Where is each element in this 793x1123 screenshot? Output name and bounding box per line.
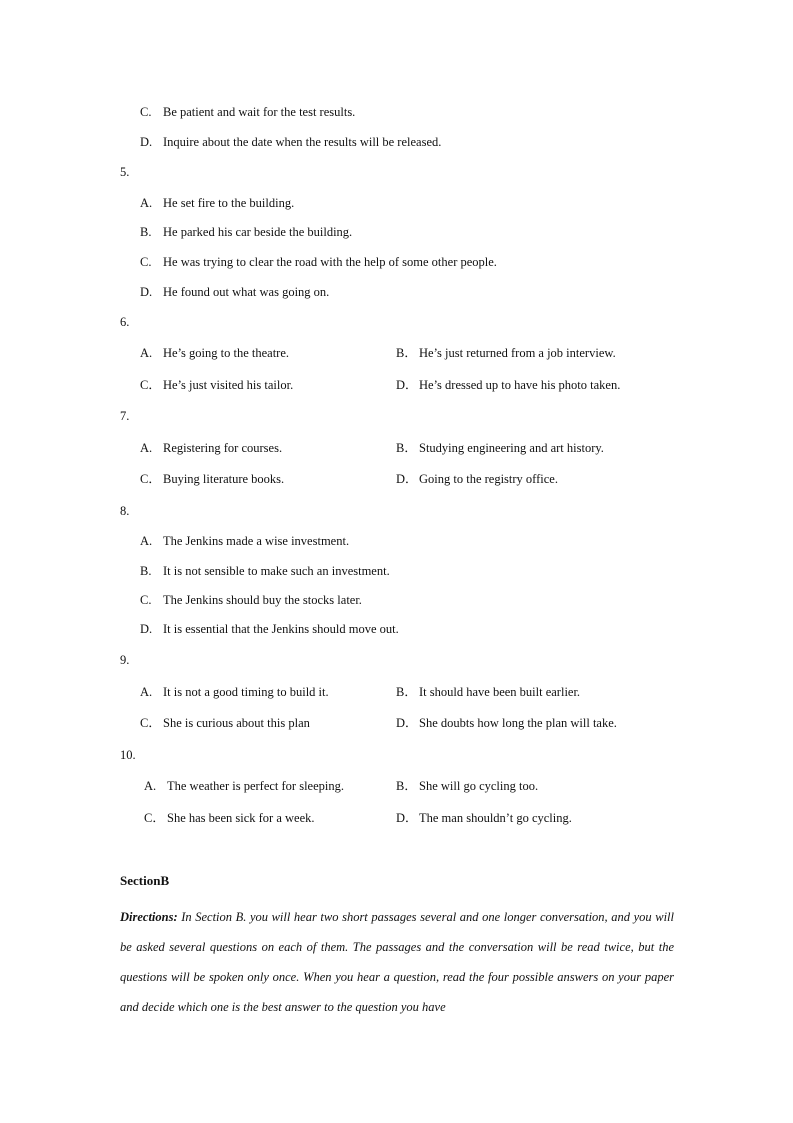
option-text: He’s just returned from a job interview.	[419, 346, 616, 360]
option-letter: A.	[140, 441, 153, 455]
option-text: Studying engineering and art history.	[419, 441, 604, 455]
option-text: She doubts how long the plan will take.	[419, 716, 617, 730]
q5-option-d	[140, 286, 329, 299]
option-letter: A.	[140, 196, 153, 210]
option-letter: A.	[140, 534, 153, 548]
q10-option-d	[396, 812, 572, 825]
option-letter: B.	[140, 225, 152, 239]
q7-option-d	[396, 473, 558, 486]
q10-option-a	[144, 780, 344, 793]
option-text: It is essential that the Jenkins should move out.	[163, 622, 399, 636]
q6-option-c	[140, 379, 293, 392]
q10-option-c	[144, 812, 315, 825]
option-letter: B．	[396, 685, 417, 699]
q8-option-b	[140, 565, 390, 578]
option-letter: D.	[140, 135, 153, 149]
option-text: Inquire about the date when the results will be released.	[163, 135, 442, 149]
option-letter: C．	[144, 811, 165, 825]
option-letter: B．	[396, 779, 417, 793]
option-letter: A.	[140, 346, 153, 360]
option-text: She is curious about this plan	[163, 716, 310, 730]
option-letter: C．	[140, 378, 161, 392]
q9-option-b	[396, 686, 580, 699]
q8-option-c	[140, 594, 362, 607]
option-text: The Jenkins should buy the stocks later.	[163, 593, 362, 607]
option-text: He’s going to the theatre.	[163, 346, 290, 360]
q7-option-a	[140, 442, 282, 455]
option-c	[140, 106, 355, 119]
option-letter: C.	[140, 255, 152, 269]
question-number-6: 6.	[120, 315, 130, 329]
section-b-directions	[120, 902, 674, 1022]
option-text: Buying literature books.	[163, 472, 285, 486]
question-number-8: 8.	[120, 504, 130, 518]
q5-option-c	[140, 256, 497, 269]
option-letter: D．	[396, 378, 418, 392]
option-text: He’s just visited his tailor.	[163, 378, 294, 392]
option-letter: D．	[396, 716, 418, 730]
q9-option-a	[140, 686, 329, 699]
option-text: He parked his car beside the building.	[163, 225, 353, 239]
option-letter: C．	[140, 472, 161, 486]
option-letter: B．	[396, 346, 417, 360]
option-text: Going to the registry office.	[419, 472, 558, 486]
option-d	[140, 136, 441, 149]
option-text: The Jenkins made a wise investment.	[163, 534, 350, 548]
question-number-7: 7.	[120, 409, 130, 423]
q5-option-a	[140, 197, 294, 210]
option-text: He set fire to the building.	[163, 196, 295, 210]
q6-option-d	[396, 379, 620, 392]
q9-option-d	[396, 717, 617, 730]
q9-option-c	[140, 717, 310, 730]
question-number-9: 9.	[120, 653, 130, 667]
q8-option-d	[140, 623, 399, 636]
option-text: The man shouldn’t go cycling.	[419, 811, 572, 825]
q6-option-a	[140, 347, 289, 360]
q7-option-c	[140, 473, 284, 486]
q10-option-b	[396, 780, 538, 793]
directions-text: In Section B. you will hear two short passages several and one longer conversation, and you will be asked several questions on each of them. The passages and the conversation will be read twice, but the questions will be spoken only once. When you hear a question, read the four possible answers on your paper and decide which one is the best answer to the question you have	[120, 910, 674, 1014]
option-text: He was trying to clear the road with the help of some other people.	[163, 255, 497, 269]
option-letter: C.	[140, 593, 152, 607]
option-text: She will go cycling too.	[419, 779, 539, 793]
q5-option-b	[140, 226, 352, 239]
q7-option-b	[396, 442, 604, 455]
option-text: It should have been built earlier.	[419, 685, 581, 699]
question-number-5: 5.	[120, 165, 130, 179]
directions-label: Directions:	[120, 910, 178, 924]
option-text: It is not a good timing to build it.	[163, 685, 329, 699]
option-text: Registering for courses.	[163, 441, 283, 455]
option-text: The weather is perfect for sleeping.	[167, 779, 345, 793]
option-text: She has been sick for a week.	[167, 811, 315, 825]
q6-option-b	[396, 347, 616, 360]
option-letter: B.	[140, 564, 152, 578]
option-letter: B．	[396, 441, 417, 455]
option-letter: D.	[140, 285, 153, 299]
section-b-title: SectionB	[120, 873, 170, 888]
option-letter: D.	[140, 622, 153, 636]
question-number-10: 10.	[120, 748, 136, 762]
option-letter: A.	[144, 779, 157, 793]
option-letter: C.	[140, 105, 152, 119]
option-letter: A.	[140, 685, 153, 699]
option-text: He found out what was going on.	[163, 285, 330, 299]
option-letter: D．	[396, 811, 418, 825]
q8-option-a	[140, 535, 349, 548]
option-letter: C．	[140, 716, 161, 730]
option-text: He’s dressed up to have his photo taken.	[419, 378, 621, 392]
option-text: It is not sensible to make such an investment.	[163, 564, 390, 578]
option-letter: D．	[396, 472, 418, 486]
option-text: Be patient and wait for the test results.	[163, 105, 356, 119]
